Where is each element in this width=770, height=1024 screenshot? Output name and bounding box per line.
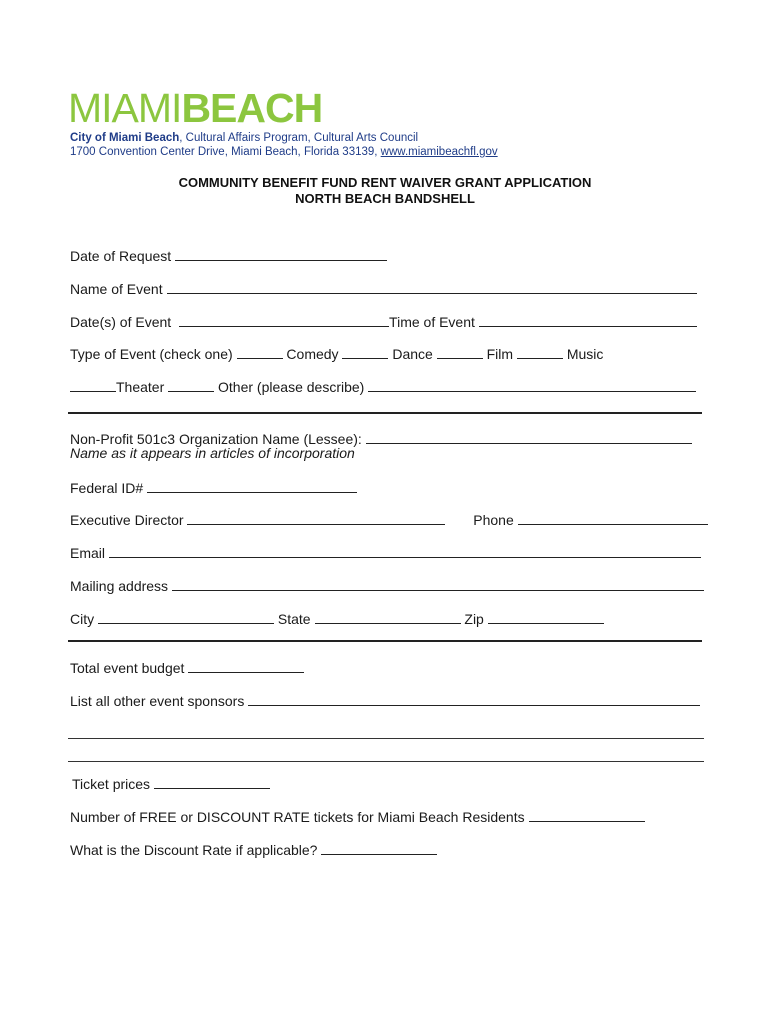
website-link[interactable]: www.miamibeachfl.gov xyxy=(380,146,498,158)
org-name-note: Name as it appears in articles of incorporation xyxy=(70,445,355,461)
other-label: Other (please describe) xyxy=(218,379,365,395)
ticket-prices-field[interactable] xyxy=(154,774,270,789)
mailing-address-row xyxy=(70,576,704,595)
type-of-event-row-2 xyxy=(70,377,696,396)
music-checkbox[interactable] xyxy=(517,344,563,359)
type-of-event-row xyxy=(70,344,603,363)
total-budget-field[interactable] xyxy=(188,658,304,673)
time-of-event-field[interactable] xyxy=(479,312,697,327)
ticket-prices-row xyxy=(72,774,270,793)
free-tickets-field[interactable] xyxy=(529,807,645,822)
other-checkbox[interactable] xyxy=(168,377,214,392)
zip-field[interactable] xyxy=(488,609,604,624)
date-of-request-row xyxy=(70,246,387,265)
executive-director-label: Executive Director xyxy=(70,512,184,528)
dance-checkbox[interactable] xyxy=(342,344,388,359)
form-title: COMMUNITY BENEFIT FUND RENT WAIVER GRANT APPLICATION xyxy=(178,175,592,190)
dates-time-row xyxy=(70,312,697,331)
dance-label: Dance xyxy=(392,346,433,362)
mailing-address-label: Mailing address xyxy=(70,578,169,594)
sponsors-row xyxy=(70,691,700,710)
name-of-event-field[interactable] xyxy=(167,279,697,294)
name-of-event-row xyxy=(70,279,697,298)
phone-field[interactable] xyxy=(518,510,708,525)
email-row xyxy=(70,543,701,562)
total-budget-row xyxy=(70,658,304,677)
director-phone-row xyxy=(70,510,708,529)
address: 1700 Convention Center Drive, Miami Beach, Florida 33139, xyxy=(70,146,381,158)
type-of-event-label: Type of Event (check one) xyxy=(70,346,233,362)
state-field[interactable] xyxy=(315,609,461,624)
section-divider-2 xyxy=(68,640,702,642)
sponsors-line-3[interactable] xyxy=(68,761,704,762)
other-describe-field[interactable] xyxy=(368,377,696,392)
date-of-request-field[interactable] xyxy=(175,246,387,261)
phone-label: Phone xyxy=(473,512,514,528)
email-field[interactable] xyxy=(109,543,701,558)
sponsors-label: List all other event sponsors xyxy=(70,693,245,709)
total-budget-label: Total event budget xyxy=(70,660,185,676)
org-name-field[interactable] xyxy=(366,429,692,444)
free-tickets-row xyxy=(70,807,645,826)
city-label: City xyxy=(70,611,95,627)
sponsors-field[interactable] xyxy=(248,691,700,706)
form-subtitle: NORTH BEACH BANDSHELL xyxy=(295,191,475,206)
org-program: , Cultural Affairs Program, Cultural Arts Council xyxy=(179,132,419,144)
time-of-event-label: Time of Event xyxy=(389,314,475,330)
mailing-address-field[interactable] xyxy=(172,576,704,591)
free-tickets-label: Number of FREE or DISCOUNT RATE tickets for Miami Beach Residents xyxy=(70,809,525,825)
dates-of-event-field[interactable] xyxy=(179,312,389,327)
miami-beach-logo: MIAMIBEACH xyxy=(68,85,323,131)
film-label: Film xyxy=(486,346,514,362)
film-checkbox[interactable] xyxy=(437,344,483,359)
city-field[interactable] xyxy=(98,609,274,624)
federal-id-field[interactable] xyxy=(147,478,357,493)
org-name-label: Non-Profit 501c3 Organization Name (Lessee): xyxy=(70,431,362,447)
theater-label: Theater xyxy=(116,379,165,395)
comedy-label: Comedy xyxy=(286,346,339,362)
discount-rate-row xyxy=(70,840,437,859)
date-of-request-label: Date of Request xyxy=(70,248,172,264)
federal-id-row xyxy=(70,478,357,497)
music-label: Music xyxy=(566,346,604,362)
name-of-event-label: Name of Event xyxy=(70,281,163,297)
ticket-prices-label: Ticket prices xyxy=(72,776,151,792)
comedy-checkbox[interactable] xyxy=(237,344,283,359)
city-state-zip-row xyxy=(70,609,604,628)
discount-rate-field[interactable] xyxy=(321,840,437,855)
zip-label: Zip xyxy=(464,611,484,627)
email-label: Email xyxy=(70,545,106,561)
theater-checkbox[interactable] xyxy=(70,377,116,392)
discount-rate-label: What is the Discount Rate if applicable? xyxy=(70,842,318,858)
sponsors-line-2[interactable] xyxy=(68,738,704,739)
executive-director-field[interactable] xyxy=(187,510,445,525)
address-line xyxy=(70,145,498,159)
dates-of-event-label: Date(s) of Event xyxy=(70,314,172,330)
org-line xyxy=(70,131,418,145)
section-divider xyxy=(68,412,702,414)
federal-id-label: Federal ID# xyxy=(70,480,144,496)
org-name: City of Miami Beach xyxy=(70,132,180,144)
state-label: State xyxy=(277,611,311,627)
